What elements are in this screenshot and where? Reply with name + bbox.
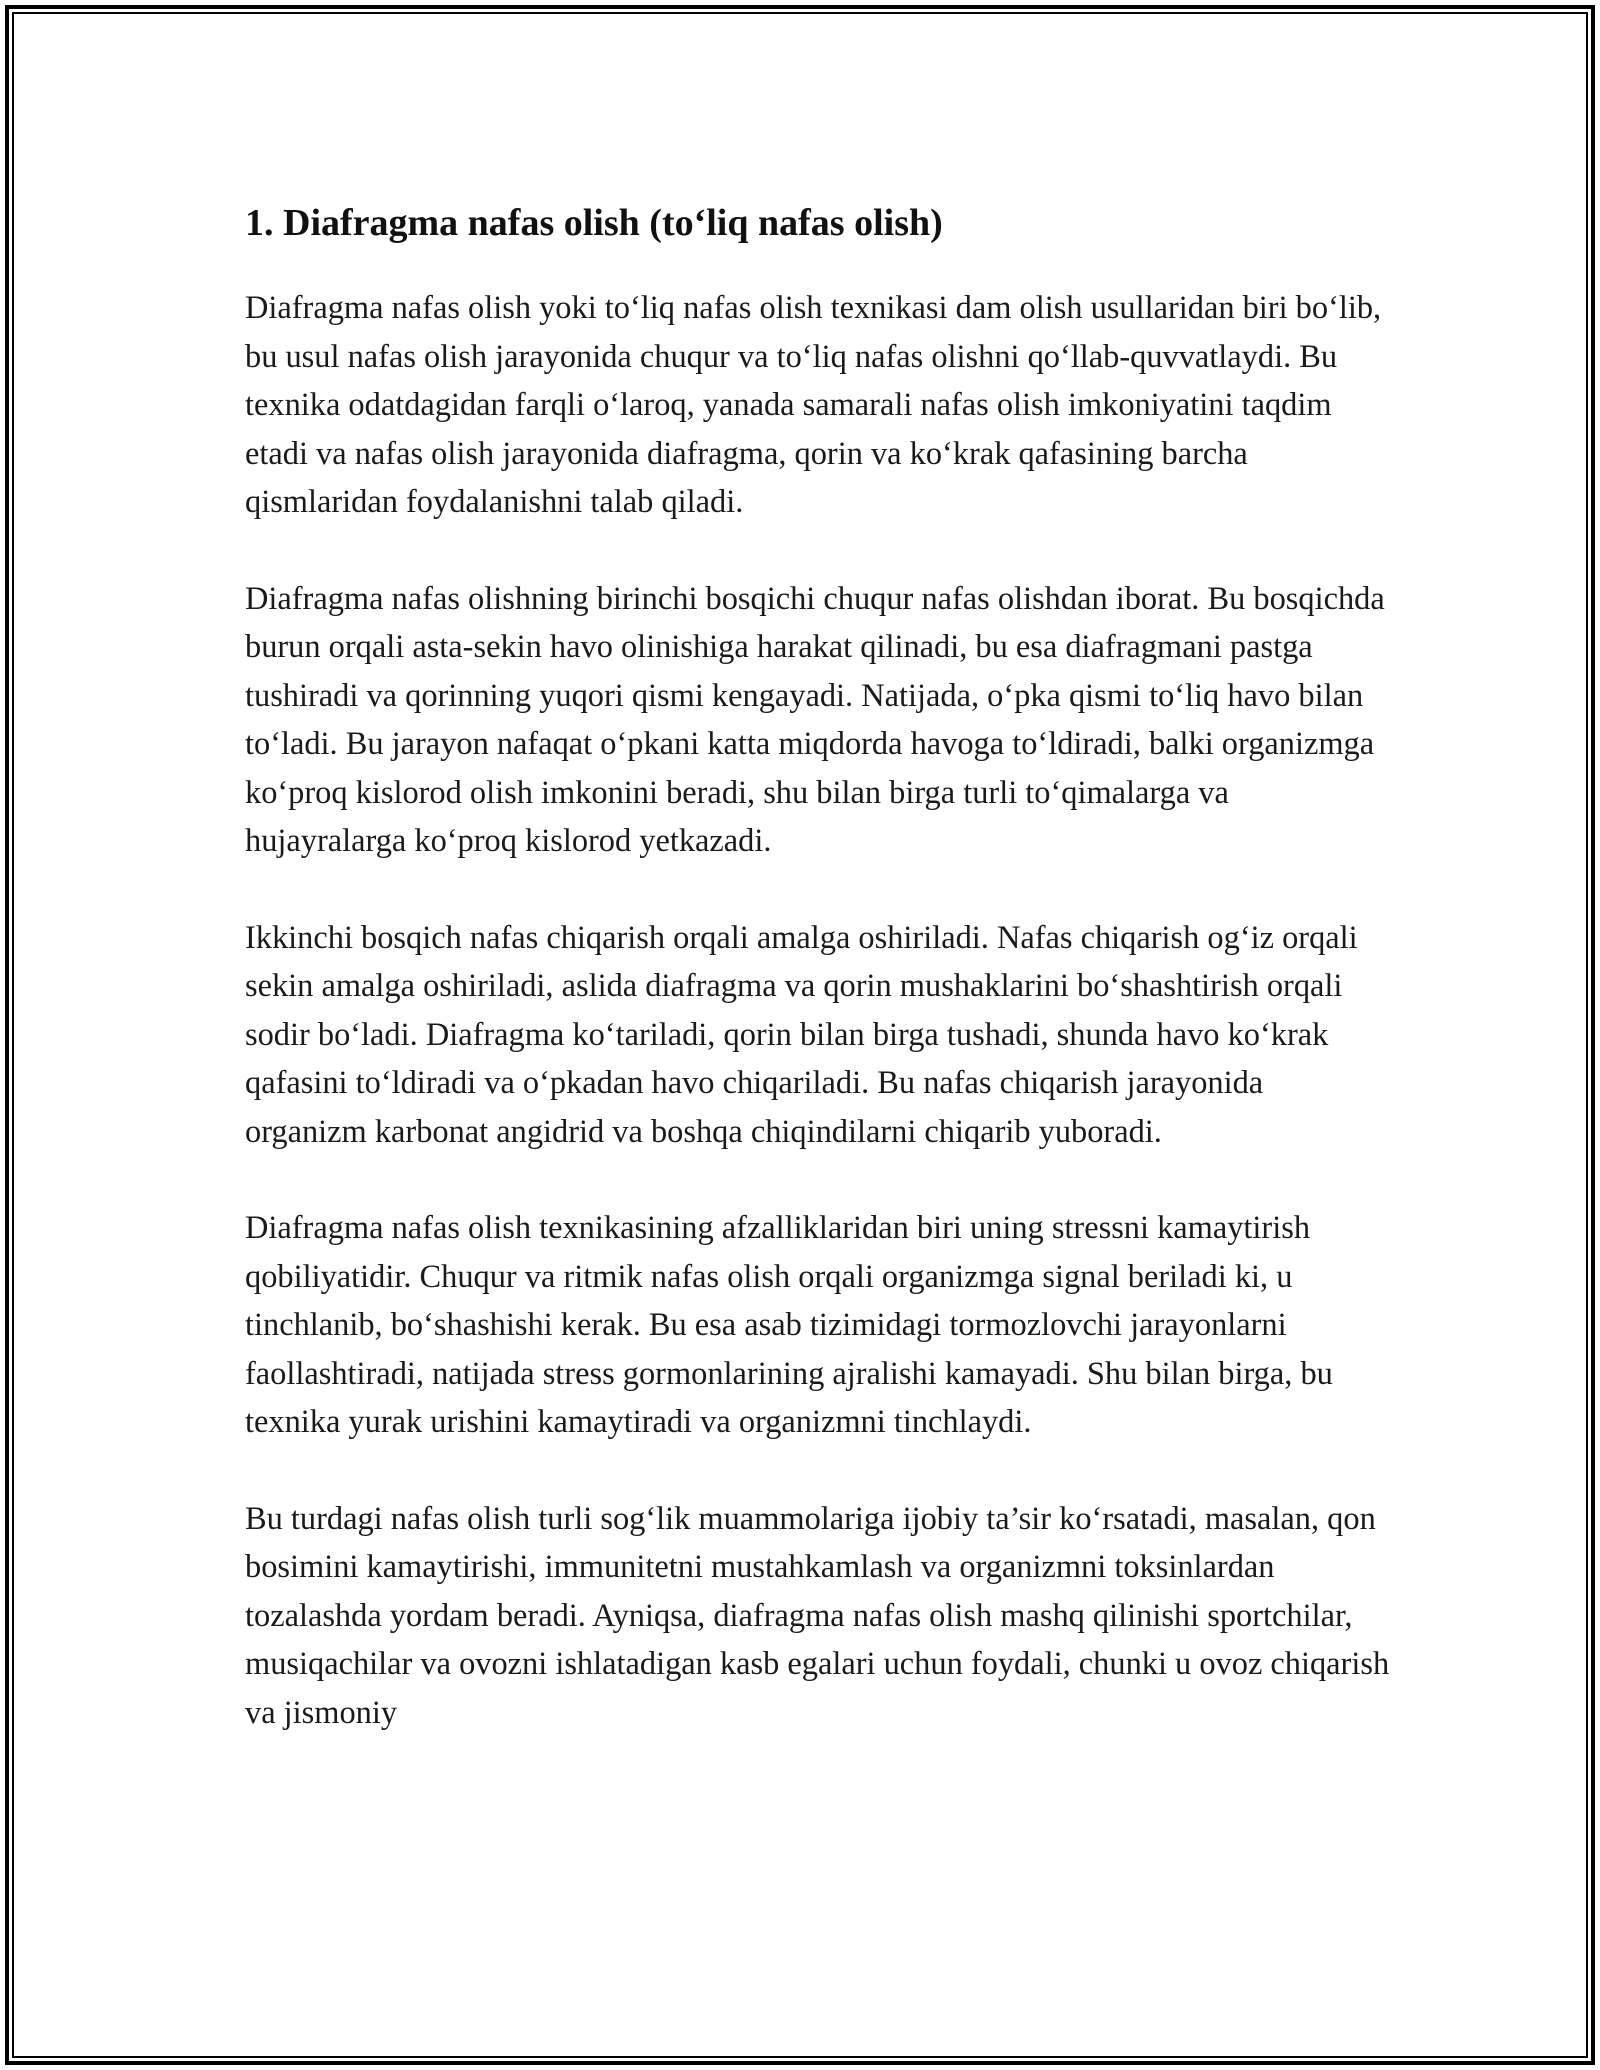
section-heading: 1. Diafragma nafas olish (to‘liq nafas olish) [245,202,943,244]
document-body [245,193,1391,1737]
paragraph: Diafragma nafas olishning birinchi bosqichi chuqur nafas olishdan iborat. Bu bosqichda burun orqali asta-sekin havo olinishiga harakat qilinadi, bu esa diafragmani pastga tushiradi va qorinning yuqori qismi kengayadi. Natijada, o‘pka qismi to‘liq havo bilan to‘ladi. Bu jarayon nafaqat o‘pkani katta miqdorda havoga to‘ldiradi, balki organizmga ko‘proq kislorod olish imkonini beradi, shu bilan birga turli to‘qimalarga va hujayralarga ko‘proq kislorod yetkazadi. [245,580,1385,859]
paragraph: Diafragma nafas olish yoki to‘liq nafas olish texnikasi dam olish usullaridan biri bo‘lib, bu usul nafas olish jarayonida chuqur va to‘liq nafas olishni qo‘llab-quvvatlaydi. Bu texnika odatdagidan farqli o‘laroq, yanada samarali nafas olish imkoniyatini taqdim etadi va nafas olish jarayonida diafragma, qorin va ko‘krak qafasining barcha qismlaridan foydalanishni talab qiladi. [245,290,1382,520]
page-border [5,5,1595,2065]
paragraph: Bu turdagi nafas olish turli sog‘lik muammolariga ijobiy ta’sir ko‘rsatadi, masalan, qon bosimini kamaytirishi, immunitetni mustahkamlash va organizmni toksinlardan tozalashda yordam beradi. Ayniqsa, diafragma nafas olish mashq qilinishi sportchilar, musiqachilar va ovozni ishlatadigan kasb egalari uchun foydali, chunki u ovoz chiqarish va jismoniy [245,1500,1390,1731]
paragraph: Ikkinchi bosqich nafas chiqarish orqali amalga oshiriladi. Nafas chiqarish og‘iz orqali sekin amalga oshiriladi, aslida diafragma va qorin mushaklarini bo‘shashtirish orqali sodir bo‘ladi. Diafragma ko‘tariladi, qorin bilan birga tushadi, shunda havo ko‘krak qafasini to‘ldiradi va o‘pkadan havo chiqariladi. Bu nafas chiqarish jarayonida organizm karbonat angidrid va boshqa chiqindilarni chiqarib yuboradi. [245,919,1358,1150]
paragraph: Diafragma nafas olish texnikasining afzalliklaridan biri uning stressni kamaytirish qobiliyatidir. Chuqur va ritmik nafas olish orqali organizmga signal beriladi ki, u tinchlanib, bo‘shashishi kerak. Bu esa asab tizimidagi tormozlovchi jarayonlarni faollashtiradi, natijada stress gormonlarining ajralishi kamayadi. Shu bilan birga, bu texnika yurak urishini kamaytiradi va organizmni tinchlaydi. [245,1210,1333,1440]
